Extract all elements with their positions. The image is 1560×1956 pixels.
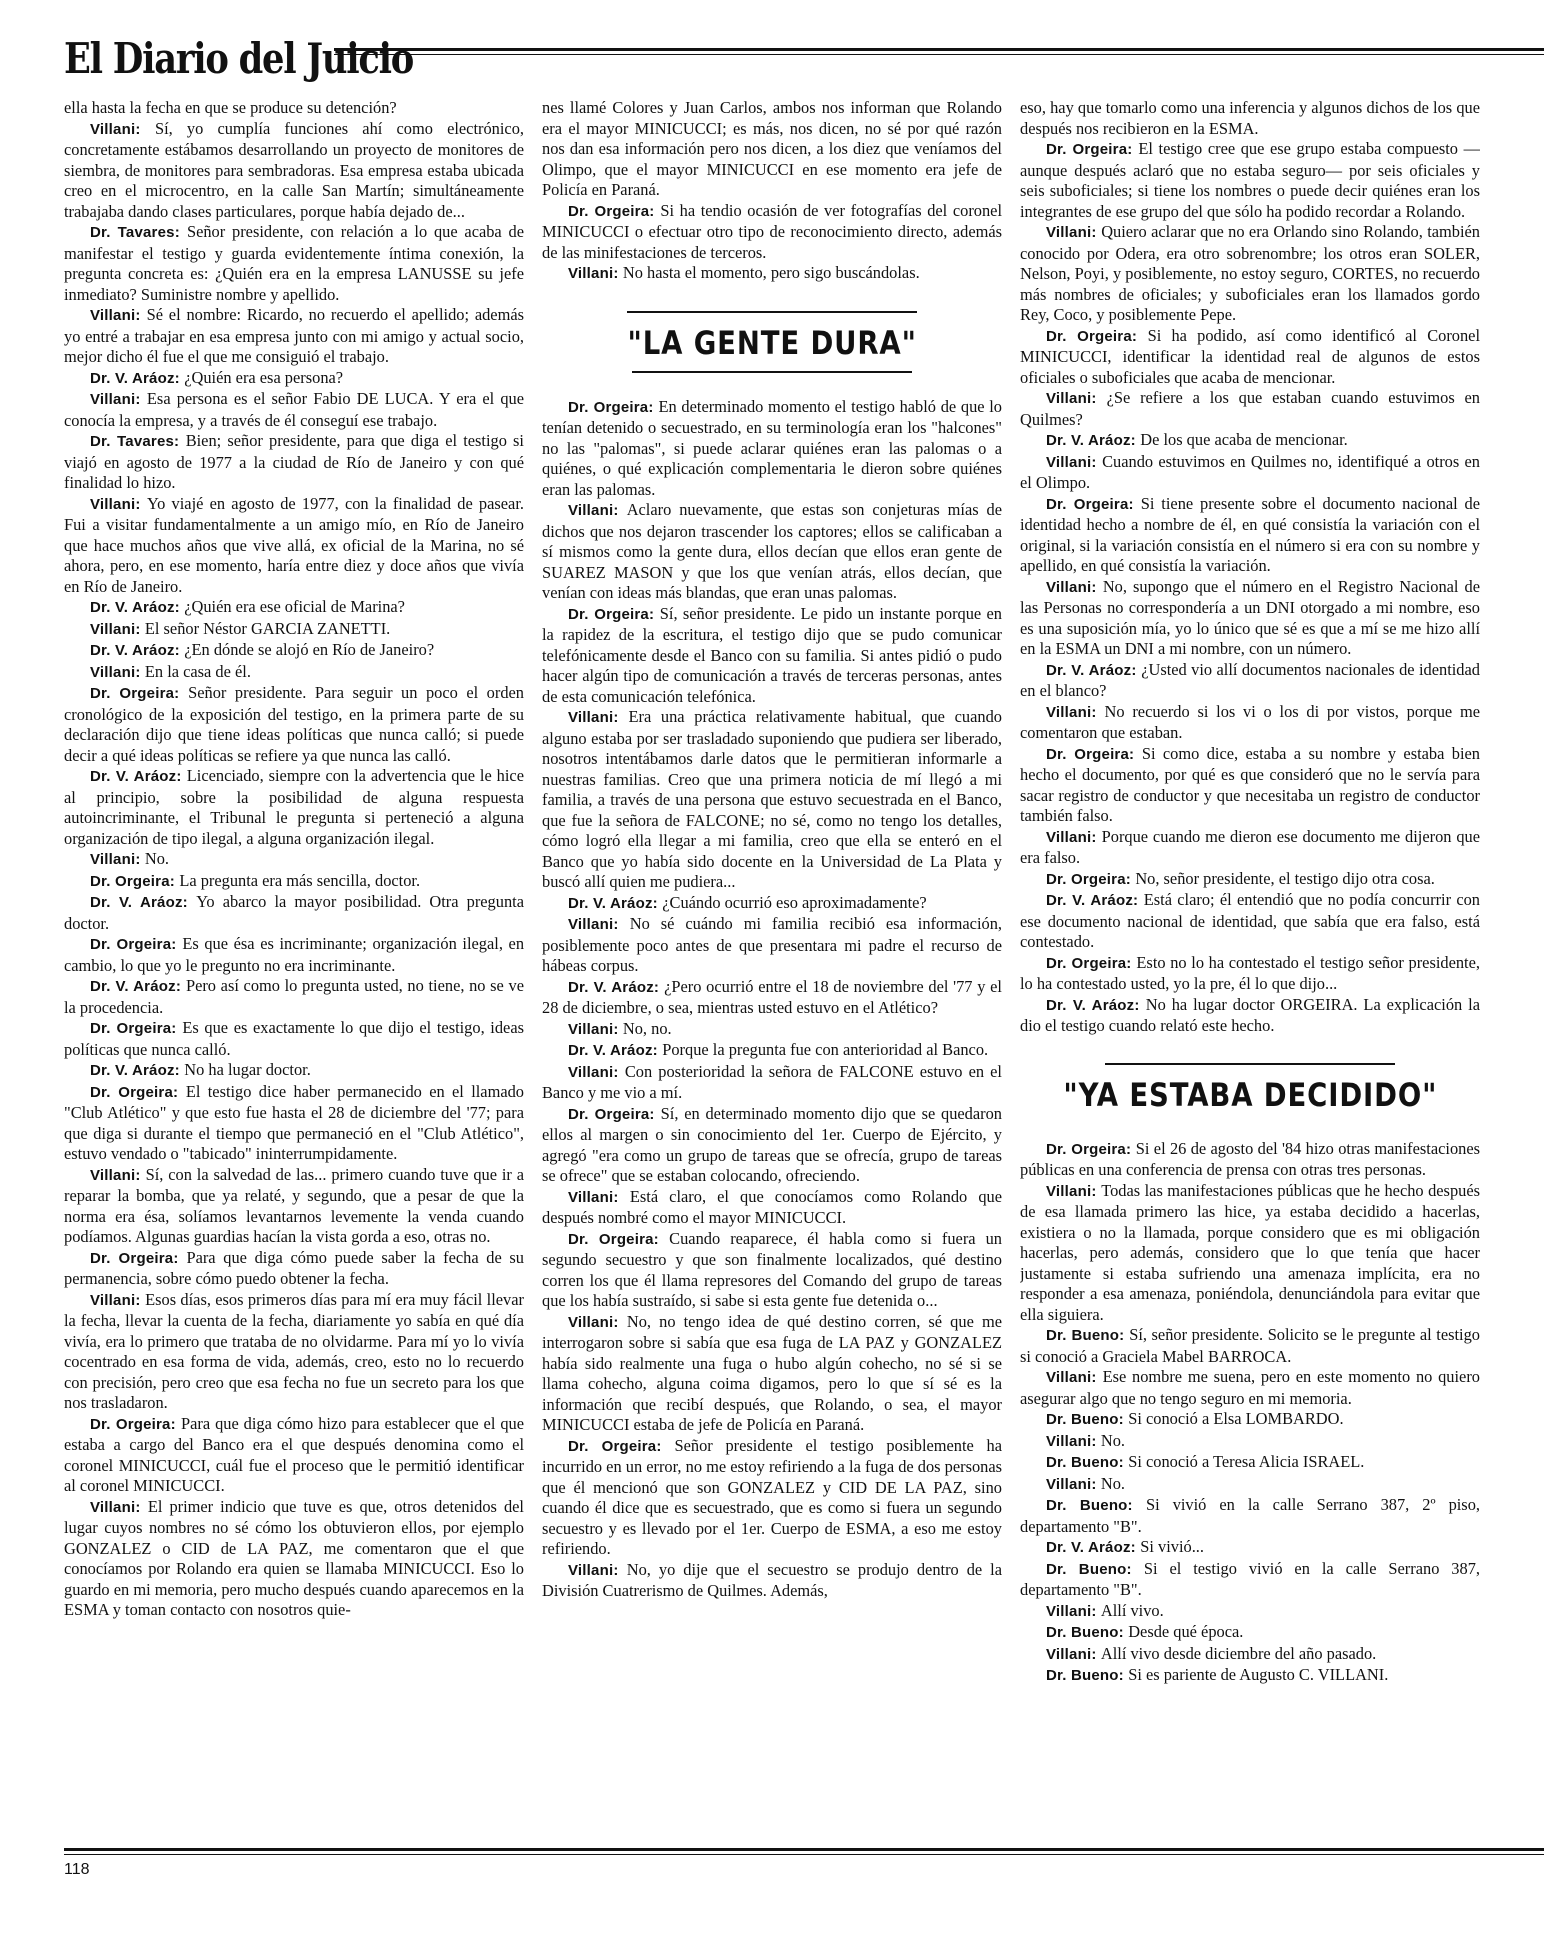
speech-text: Señor presidente el testigo posiblemente ha incurrido en un error, no me estoy refiriendo a la fuga de dos personas que él mencionó que son GONZALEZ y CID DE LA PAZ, sino cuando él dice que es secuestrado, que es como si fuera un segundo secuestro y es llevado por el 1er. Cuerpo de ESMA, a eso me estoy refiriendo. [542,1435,1002,1558]
speaker-name: Villani : [90,496,147,513]
transcript-paragraph [1020,1665,1480,1687]
text-column-1 [64,98,524,1820]
text-column-2 [542,98,1002,1820]
speaker-name: Villani : [1046,224,1101,241]
transcript-paragraph [64,892,524,934]
transcript-paragraph [1020,1495,1480,1537]
speaker-name: Villani : [568,709,628,726]
speech-text: Cuando reaparece, él habla como si fuera un segundo secuestro y que son finalmente localizados, qué destino corren los que él llama represores del Comando del grupo de tareas que los había sustraído, si sabe si esta gente fue detenida o... [542,1228,1002,1310]
text-column-3 [1020,98,1480,1820]
speaker-name: Dr. Orgeira : [90,1250,186,1267]
transcript-paragraph [1020,1601,1480,1623]
transcript-paragraph [64,1060,524,1082]
speech-text: Si ha podido, así como identificó al Coronel MINICUCCI, identificar la identidad real de algunos de estos oficiales o suboficiales que acaba de mencionar. [1020,325,1480,387]
speech-text: Esto no lo ha contestado el testigo señor presidente, lo ha contestado usted, yo la pre, él lo que dijo... [1020,952,1480,993]
speech-text: No ha lugar doctor. [184,1060,311,1079]
transcript-paragraph [542,604,1002,708]
speech-text: Sé el nombre: Ricardo, no recuerdo el apellido; además yo entré a trabajar en esa empresa junto con mi amigo y actual socio, mejor dicho él fue el que me consiguió el trabajo. [64,305,524,366]
transcript-paragraph [64,640,524,662]
transcript-paragraph [1020,890,1480,953]
speaker-name: Villani : [568,1021,623,1038]
speech-text: No, no tengo idea de qué destino corren, sé que me interrogaron sobre si sabía que esa fuga de LA PAZ y GONZALEZ había sido realmente una fuga o hubo algún cohecho, no sé si se llama cohecho, alguna coima digamos, pero lo que sí sé es la información que recibí después, que Rolando, o sea, el mayor MINICUCCI estaba de jefe de Policía en Paraná. [542,1311,1002,1434]
speaker-name: Dr. Orgeira : [90,1084,186,1101]
speech-text: Si tiene presente sobre el documento nacional de identidad hecho a nombre de él, en qué consistía la variación con el original, si la variación consistía en el número si era con su nombre y apellido, en qué consistía la variación. [1020,493,1480,575]
transcript-paragraph [1020,827,1480,869]
speaker-name: Villani : [90,851,145,868]
speech-text: Era una práctica relativamente habitual, que cuando alguno estaba por ser trasladado suponiendo que pudiera ser liberado, nosotros intentábamos darle datos que le permitieran informarle a nuestras familias. Creo que una primera noticia de mí llegó a mi familia, a través de una persona que estuvo secuestrada en el Banco, que fue la señora de FALCONE; no sé, como no tengo los detalles, cómo logró ella llegar a mi familia, creo que ella se enteró en el Banco que yo había sido docente en la Universidad de La Plata y buscó allí quien me pudiera... [542,707,1002,891]
transcript-paragraph [1020,1409,1480,1431]
speech-text: No, no. [622,1018,672,1038]
masthead-title: El Diario del Juicio [64,34,414,83]
speaker-name: Dr. Orgeira : [1046,141,1138,158]
speech-text: ¿Se refiere a los que estaban cuando estuvimos en Quilmes? [1020,388,1480,429]
transcript-paragraph [542,1229,1002,1312]
speech-text: ¿Quién era esa persona? [184,367,344,387]
transcript-paragraph [1020,744,1480,827]
transcript-paragraph [64,619,524,641]
speaker-name: Villani : [568,1189,630,1206]
transcript-paragraph [64,934,524,976]
transcript-paragraph [542,1062,1002,1104]
speaker-name: Villani : [90,664,145,681]
speaker-name: Dr. V. Aráoz : [90,978,186,995]
transcript-paragraph [1020,1474,1480,1496]
speech-text: Ese nombre me suena, pero en este momento no quiero asegurar algo que no tengo seguro en mi memoria. [1020,1367,1480,1408]
speech-text: Aclaro nuevamente, que estas son conjeturas mías de dichos que nos dejaron trascender los captores; ellos se calificaban a sí mismos como la gente dura, ellos decían que ellos eran gente de SUAREZ MASON y que los que venían atrás, ellos decían, que venían con ideas más blandas, que eran unas palomas. [542,500,1002,602]
transcript-paragraph [542,914,1002,977]
speaker-name: Dr. Orgeira : [568,1231,669,1248]
speech-text: Señor presidente. Para seguir un poco el orden cronológico de la exposición del testigo, en la primera parte de su declaración dijo que tiene ideas políticas que nunca calló; si puede decir a qué ideas políticas se refiere ya que nunca las calló. [64,683,524,765]
transcript-paragraph [1020,1537,1480,1559]
speaker-name: Dr. Orgeira : [568,1106,661,1123]
heading-rule-bottom [632,371,912,373]
masthead-rule [334,48,1544,51]
speaker-name: Dr. Orgeira : [90,936,182,953]
speaker-name: Villani : [90,1167,146,1184]
speech-text: ¿Quién era ese oficial de Marina? [184,597,405,616]
speech-text: Si vivió en la calle Serrano 387, 2º piso, departamento "B". [1020,1495,1480,1536]
transcript-paragraph [1020,577,1480,660]
speaker-name: Villani : [568,916,630,933]
transcript-paragraph [1020,1559,1480,1601]
speech-text: Si es pariente de Augusto C. VILLANI. [1128,1665,1389,1684]
transcript-paragraph [1020,1181,1480,1326]
transcript-paragraph [542,1104,1002,1187]
speech-text: Es que es exactamente lo que dijo el testigo, ideas políticas que nunca calló. [64,1018,524,1059]
speech-text: Sí, yo cumplía funciones ahí como electrónico, concretamente estábamos desarrollando un proyecto de monitores de siembra, de monitores para sembradoras. Esa empresa estaba ubicada creo en el microcentro, en la calle San Martín; simultáneamente trabajaba dando clases particulares, porque había dejado de... [64,118,524,221]
speech-text: ¿Pero ocurrió entre el 18 de noviembre del '77 y el 28 de diciembre, o sea, mientras usted estuvo en el Atlético? [542,976,1002,1017]
speech-text: Si vivió... [1140,1537,1205,1556]
speech-text: Si el 26 de agosto del '84 hizo otras manifestaciones públicas en una conferencia de prensa con otras tres personas. [1020,1138,1480,1179]
speaker-name: Dr. Orgeira : [1046,955,1136,972]
continued-paragraph [1020,98,1480,139]
transcript-paragraph [542,893,1002,915]
speaker-name: Dr. Bueno : [1046,1624,1128,1641]
transcript-paragraph [64,1290,524,1414]
speaker-name: Dr. Orgeira : [568,203,660,220]
speech-text: Si como dice, estaba a su nombre y estaba bien hecho el documento, por qué es que consideró que no le servía para sacar registro de conductor y que necesitaba un registro de conductor también falso. [1020,743,1480,825]
transcript-paragraph [542,1312,1002,1436]
transcript-paragraph [1020,1139,1480,1181]
speaker-name: Dr. Bueno : [1046,1667,1128,1684]
speaker-name: Dr. Orgeira : [1046,496,1141,513]
transcript-paragraph [64,976,524,1018]
transcript-paragraph [1020,494,1480,577]
transcript-paragraph [542,500,1002,604]
speaker-name: Villani : [1046,704,1105,721]
speaker-name: Dr. V. Aráoz : [1046,997,1146,1014]
speech-text: El señor Néstor GARCIA ZANETTI. [144,618,391,638]
speech-text: Porque cuando me dieron ese documento me dijeron que era falso. [1020,826,1480,867]
heading-rule [627,311,917,313]
speaker-name: Dr. Orgeira : [90,1020,182,1037]
transcript-paragraph [64,222,524,305]
transcript-paragraph [1020,430,1480,452]
transcript-paragraph [64,305,524,368]
speaker-name: Dr. V. Aráoz : [1046,662,1141,679]
transcript-paragraph [64,431,524,494]
speaker-name: Dr. Orgeira : [1046,871,1135,888]
heading-rule [1105,1063,1395,1065]
speaker-name: Villani : [1046,1433,1101,1450]
transcript-paragraph [1020,995,1480,1037]
transcript-paragraph [542,1040,1002,1062]
speaker-name: Dr. V. Aráoz : [1046,1539,1140,1556]
transcript-paragraph [64,766,524,849]
transcript-paragraph [64,597,524,619]
speaker-name: Villani : [90,121,155,138]
transcript-paragraph [64,494,524,598]
masthead [64,28,1544,90]
speech-text: No, yo dije que el secuestro se produjo dentro de la División Cuatrerismo de Quilmes. Además, [542,1559,1002,1600]
speech-text: Si el testigo vivió en la calle Serrano 387, departamento "B". [1020,1558,1480,1599]
speaker-name: Villani : [568,1562,627,1579]
speaker-name: Dr. V. Aráoz : [90,768,187,785]
transcript-paragraph [542,1187,1002,1229]
section-heading [542,311,1002,373]
speech-text: Allí vivo. [1100,1600,1164,1620]
transcript-paragraph [64,389,524,431]
footer-rule-thin [64,1854,1544,1855]
speech-text: ¿Cuándo ocurrió eso aproximadamente? [662,892,927,912]
speaker-name: Dr. Bueno : [1046,1327,1129,1344]
transcript-paragraph [542,707,1002,893]
speech-text: El primer indicio que tuve es que, otros detenidos del lugar cuyos nombres no sé cómo los obtuvieron ellos, por ejemplo GONZALEZ o CID de LA PAZ, me comentaron que el que conocíamos por Rolando era quien se llamaba MINICUCCI. Eso lo guardo en mi memoria, pero mucho después cuando aparecemos en la ESMA y toman contacto con nosotros quie- [64,1496,524,1619]
speaker-name: Dr. V. Aráoz : [568,895,662,912]
transcript-paragraph [64,368,524,390]
transcript-paragraph [64,1248,524,1290]
speaker-name: Dr. Orgeira : [1046,746,1142,763]
speech-text: Licenciado, siempre con la advertencia que le hice al principio, sobre la posibilidad de alguna respuesta autoincriminante, el Tribunal le pregunta si perteneció a alguna organización de tipo ilegal, a alguna organización ilegal. [64,766,524,848]
continued-paragraph [542,98,1002,201]
speech-text: nes llamé Colores y Juan Carlos, ambos nos informan que Rolando era el mayor MINICUCCI; es más, nos dicen, no sé por qué razón nos dan esa información pero nos dicen, a los diez que veníamos del Olimpo, que el mayor MINICUCCI en ese momento era jefe de Policía en Paraná. [542,98,1002,199]
speaker-name: Villani : [1046,1603,1101,1620]
speech-text: Esa persona es el señor Fabio DE LUCA. Y era el que conocía la empresa, y a través de él conseguí ese trabajo. [64,389,524,430]
speech-text: Para que diga cómo hizo para establecer que el que estaba a cargo del Banco era el que después denomina como el coronel MINICUCCI, cuál fue el proceso que le permitió identificar al coronel MINICUCCI. [64,1413,524,1495]
transcript-paragraph [1020,326,1480,389]
speech-text: Cuando estuvimos en Quilmes no, identifiqué a otros en el Olimpo. [1020,451,1480,492]
transcript-paragraph [64,849,524,871]
speaker-name: Villani : [1046,454,1102,471]
speech-text: No. [1100,1473,1126,1493]
speaker-name: Dr. Orgeira : [1046,328,1148,345]
speech-text: Yo viajé en agosto de 1977, con la finalidad de pasear. Fui a visitar fundamentalmente a un amigo mío, en Río de Janeiro que hace muchos años que vive allá, ex oficial de la Marina, no sé ahora, pero, en ese momento, haría entre diez y doce años que vivía en Río de Janeiro. [64,493,524,596]
transcript-paragraph [64,1414,524,1497]
speaker-name: Dr. Bueno : [1046,1561,1144,1578]
speaker-name: Villani : [1046,1476,1101,1493]
speaker-name: Villani : [568,502,627,519]
speech-text: Señor presidente, con relación a lo que acaba de manifestar el testigo y guarda evidentemente íntima conexión, la pregunta concreta es: ¿Quién era en la empresa LANUSSE su jefe inmediato? Suministre nombre y apellido. [64,222,524,304]
transcript-paragraph [64,1082,524,1165]
speech-text: Con posterioridad la señora de FALCONE estuvo en el Banco y me vio a mí. [542,1061,1002,1102]
transcript-paragraph [1020,953,1480,995]
speaker-name: Dr. V. Aráoz : [90,642,184,659]
transcript-paragraph [542,1436,1002,1560]
speaker-name: Villani : [568,1064,625,1081]
speech-text: No sé cuándo mi familia recibió esa información, posiblemente poco antes de que presentara mi padre el recurso de hábeas corpus. [542,914,1002,975]
transcript-paragraph [1020,388,1480,430]
speaker-name: Dr. Bueno : [1046,1454,1128,1471]
transcript-paragraph [1020,1452,1480,1474]
speech-text: No ha lugar doctor ORGEIRA. La explicación la dio el testigo cuando relató este hecho. [1020,994,1480,1035]
transcript-paragraph [542,977,1002,1019]
speaker-name: Dr. Orgeira : [90,1416,181,1433]
transcript-paragraph [542,1560,1002,1602]
speaker-name: Villani : [90,621,145,638]
transcript-paragraph [542,263,1002,285]
speech-text: En la casa de él. [144,661,251,681]
transcript-paragraph [1020,1622,1480,1644]
speech-text: No, supongo que el número en el Registro Nacional de las Personas no correspondería a un DNI otorgado a mi nombre, eso es una suposición mía, yo lo único que sé es que a mí se me hizo allí en la ESMA un DNI a mi nombre, con un número. [1020,576,1480,658]
speech-text: La pregunta era más sencilla, doctor. [179,870,421,890]
speaker-name: Dr. V. Aráoz : [568,1042,662,1059]
speaker-name: Dr. Bueno : [1046,1497,1146,1514]
speaker-name: Dr. V. Aráoz : [90,1062,184,1079]
speaker-name: Dr. V. Aráoz : [1046,892,1144,909]
speaker-name: Dr. Orgeira : [568,399,659,416]
speech-text: No. [1100,1430,1126,1450]
speaker-name: Villani : [1046,1369,1103,1386]
speaker-name: Villani : [90,391,147,408]
continued-paragraph [64,98,524,119]
transcript-paragraph [1020,1367,1480,1409]
speaker-name: Villani : [90,307,147,324]
speech-text: Allí vivo desde diciembre del año pasado. [1100,1643,1377,1663]
speaker-name: Dr. Orgeira : [568,1438,675,1455]
speaker-name: Dr. Orgeira : [568,606,660,623]
transcript-paragraph [64,1497,524,1621]
transcript-paragraph [1020,1644,1480,1666]
speaker-name: Dr. Orgeira : [90,873,179,890]
heading-text: "LA GENTE DURA" [627,323,917,362]
speaker-name: Villani : [568,1314,627,1331]
speech-text: Para que diga cómo puede saber la fecha de su permanencia, sobre cómo puedo obtener la fecha. [64,1247,524,1288]
transcript-paragraph [1020,1431,1480,1453]
transcript-paragraph [542,201,1002,264]
speech-text: Todas las manifestaciones públicas que he hecho después de esa llamada primero las hice, ya estaba decidido a hacerlas, existiera o no la llamada, porque considero que es mi obligación hacerlas, pero además, considero que lo que tenía que hacer justamente si estaba sufriendo una amenaza implícita, era no responder a esa amenaza, poniéndola, denunciándola para evitar que ella siguiera. [1020,1180,1480,1324]
speech-text: Esos días, esos primeros días para mí era muy fácil llevar la fecha, llevar la cuenta de la fecha, diariamente yo sabía en qué día vivía, era lo primero que trataba de no olvidarme. Para mí yo lo vivía cocentrado en esa forma de vida, además, creo, esto no lo recuerdo con precisión, pero creo que esa fecha no fue un secreto para los que nos trasladaron. [64,1289,524,1412]
speaker-name: Dr. Bueno : [1046,1411,1128,1428]
speech-text: Quiero aclarar que no era Orlando sino Rolando, también conocido por Odera, era otro sobrenombre; los otros eran SOLER, Nelson, Poyi, y posiblemente, no estoy seguro, CORTES, no recuerdo más nombres de oficiales; y suboficiales eran los llamados gordo Rey, Coco, y posiblemente Pepe. [1020,222,1480,324]
speech-text: No. [144,849,170,868]
transcript-paragraph [64,662,524,684]
speaker-name: Dr. V. Aráoz : [90,599,184,616]
transcript-paragraph [64,871,524,893]
section-heading [1020,1063,1480,1115]
transcript-paragraph [542,397,1002,501]
footer-rule [64,1848,1544,1851]
speech-text: Está claro, el que conocíamos como Rolando que después nombré como el mayor MINICUCCI. [542,1186,1002,1227]
speech-text: Pero así como lo pregunta usted, no tiene, no se ve la procedencia. [64,976,524,1017]
transcript-paragraph [1020,869,1480,891]
transcript-paragraph [1020,1325,1480,1367]
speech-text: Si conoció a Elsa LOMBARDO. [1128,1409,1344,1428]
transcript-paragraph [1020,222,1480,326]
speech-text: No recuerdo si los vi o los di por vistos, porque me comentaron que estaban. [1020,701,1480,742]
speaker-name: Dr. Tavares : [90,224,187,241]
transcript-paragraph [64,1018,524,1060]
speech-text: El testigo cree que ese grupo estaba compuesto —aunque después aclaró que no estaba seguro— por seis oficiales y seis suboficiales; si tiene los nombres o puede decir quiénes eran los integrantes de ese grupo del que sólo ha podido recordar a Rolando. [1020,139,1480,221]
transcript-paragraph [1020,702,1480,744]
speech-text: Bien; señor presidente, para que diga el testigo si viajó en agosto de 1977 a la ciudad de Río de Janeiro y con qué finalidad lo hizo. [64,431,524,492]
speech-text: eso, hay que tomarlo como una inferencia y algunos dichos de los que después nos recibieron en la ESMA. [1020,98,1480,138]
speech-text: Si conoció a Teresa Alicia ISRAEL. [1128,1452,1365,1471]
transcript-paragraph [1020,452,1480,494]
transcript-paragraph [64,683,524,766]
speech-text: Sí, señor presidente. Le pido un instante porque en la rapidez de la escritura, el testigo dijo que se pudo comunicar telefónicamente desde el Banco con su familia. Si antes pidió o pudo hacer algún tipo de comunicación a través de terceras personas, antes de esta comunicación telefónica. [542,603,1002,706]
speaker-name: Dr. V. Aráoz : [90,894,196,911]
speech-text: Si ha tendio ocasión de ver fotografías del coronel MINICUCCI o efectuar otro tipo de reconocimiento directo, además de las minifestaciones de terceros. [542,200,1002,262]
speech-text: Porque la pregunta fue con anterioridad al Banco. [662,1040,989,1059]
speaker-name: Villani : [1046,1183,1101,1200]
speech-text: No, señor presidente, el testigo dijo otra cosa. [1135,868,1435,888]
speaker-name: Dr. Orgeira : [1046,1141,1136,1158]
speech-text: En determinado momento el testigo habló de que lo tenían detenido o secuestrado, en su terminología eran los "halcones" no las "palomas", si puede aclarar quiénes eran las palomas o a quiénes, o qué explicación complementaria le dieron sobre quiénes eran las palomas. [542,396,1002,499]
speech-text: ella hasta la fecha en que se produce su detención? [64,98,397,117]
speech-text: No hasta el momento, pero sigo buscándolas. [622,263,920,282]
speaker-name: Dr. V. Aráoz : [90,370,184,387]
speaker-name: Dr. Tavares : [90,433,186,450]
speech-text: Sí, señor presidente. Solicito se le pregunte al testigo si conoció a Graciela Mabel BARROCA. [1020,1325,1480,1366]
speaker-name: Villani : [1046,579,1103,596]
speaker-name: Villani : [90,1499,148,1516]
speaker-name: Dr. Orgeira : [90,685,188,702]
speech-text: Sí, en determinado momento dijo que se quedaron ellos al margen o sin conocimiento del 1er. Cuerpo de Ejército, y agregó "era como un grupo de tareas que se ofrecía, grupo de tareas se ofrece" que se estaban colocando, ofreciendo. [542,1103,1002,1185]
page-footer [64,1848,1544,1879]
speech-text: El testigo dice haber permanecido en el llamado "Club Atlético" y que esto fue hasta el 28 de diciembre del '77; para que diga si durante el tiempo que permaneció en el "Club Atlético", estuvo vendado o "tabicado" ininterrumpidamente. [64,1081,524,1163]
speaker-name: Villani : [568,265,623,282]
transcript-paragraph [1020,139,1480,222]
speech-text: Está claro; él entendió que no podía concurrir con ese documento nacional de identidad, que sabía que era falso, está contestado. [1020,890,1480,951]
speech-text: ¿Usted vio allí documentos nacionales de identidad en el blanco? [1020,659,1480,700]
speech-text: Yo abarco la mayor posibilidad. Otra pregunta doctor. [64,892,524,933]
transcript-paragraph [542,1019,1002,1041]
speech-text: Sí, con la salvedad de las... primero cuando tuve que ir a reparar la bomba, que ya relaté, y segundo, que a pesar de que la norma era ésa, solíamos levantarnos levemente la venda cuando podíamos. Algunas guardias hacían la vista gorda a eso, otras no. [64,1164,524,1246]
transcript-paragraph [64,119,524,223]
speech-text: Desde qué época. [1128,1622,1244,1641]
speaker-name: Dr. V. Aráoz : [1046,432,1140,449]
speaker-name: Villani : [1046,829,1102,846]
masthead-rule-thin [334,54,1544,55]
speaker-name: Villani : [90,1292,145,1309]
transcript-paragraph [1020,660,1480,702]
speech-text: ¿En dónde se alojó en Río de Janeiro? [184,640,435,659]
speaker-name: Dr. V. Aráoz : [568,979,664,996]
speech-text: De los que acaba de mencionar. [1140,430,1348,449]
transcript-paragraph [64,1165,524,1248]
page-number: 118 [64,1861,90,1878]
speaker-name: Villani : [1046,1646,1101,1663]
heading-text: "YA ESTABA DECIDIDO" [1063,1075,1437,1114]
speaker-name: Villani : [1046,390,1107,407]
speech-text: Es que ésa es incriminante; organización ilegal, en cambio, lo que yo le pregunto no era incriminante. [64,934,524,975]
